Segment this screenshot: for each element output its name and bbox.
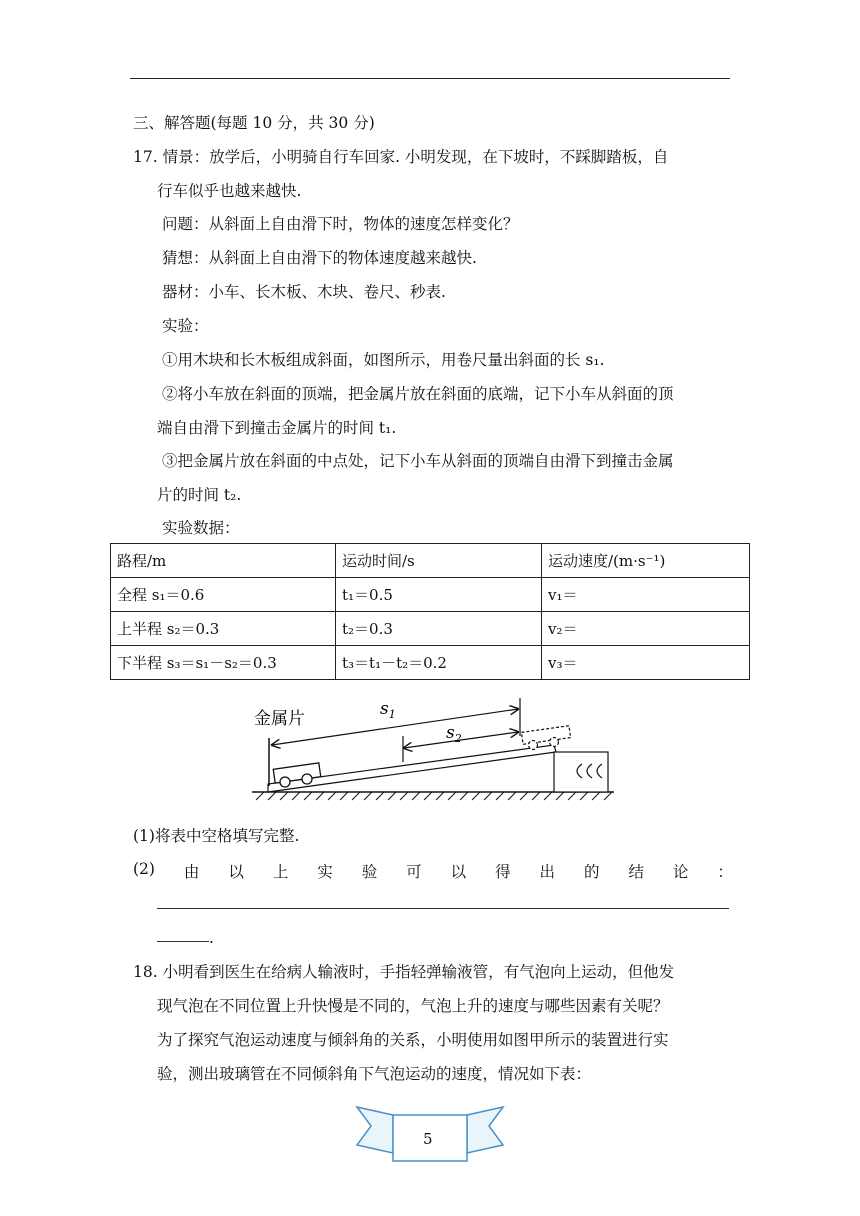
sub2-char: 上 bbox=[272, 863, 289, 881]
sub2-char: 实 bbox=[317, 863, 333, 881]
s2-label: $s_2$ bbox=[446, 723, 462, 745]
q18-line4: 验，测出玻璃管在不同倾斜角下气泡运动的速度，情况如下表： bbox=[157, 1065, 592, 1083]
section-title: 三、解答题(每题 10 分，共 30 分) bbox=[133, 114, 375, 132]
sub2-char: (2) bbox=[133, 860, 155, 878]
data-table bbox=[110, 543, 750, 680]
q17-step1: ①用木块和长木板组成斜面，如图所示，用卷尺量出斜面的长 s₁. bbox=[162, 351, 605, 369]
sub2-char: 以 bbox=[450, 863, 467, 881]
header-rule bbox=[130, 78, 730, 79]
sub2-char: ： bbox=[717, 863, 733, 881]
q17-step2b: 端自由滑下到撞击金属片的时间 t₁. bbox=[157, 419, 397, 437]
table-row bbox=[111, 646, 750, 680]
answer-end-period: . bbox=[209, 929, 214, 947]
table-header-row bbox=[111, 544, 750, 578]
table-cell: 上半程 s₂＝0.3 bbox=[111, 612, 336, 646]
table-header: 运动速度/(m·s⁻¹) bbox=[542, 544, 750, 578]
answer-blank-line[interactable] bbox=[157, 908, 729, 909]
sub2-char: 出 bbox=[539, 863, 556, 881]
table-cell: 全程 s₁＝0.6 bbox=[111, 578, 336, 612]
q17-experiment-label: 实验： bbox=[162, 317, 209, 335]
q17-step2a: ②将小车放在斜面的顶端，把金属片放在斜面的底端，记下小车从斜面的顶 bbox=[162, 385, 674, 403]
sub2-char: 可 bbox=[406, 863, 422, 881]
table-cell: t₂＝0.3 bbox=[336, 612, 542, 646]
q18-line2: 现气泡在不同位置上升快慢是不同的，气泡上升的速度与哪些因素有关呢？ bbox=[157, 997, 669, 1015]
sub2-char: 得 bbox=[495, 863, 511, 881]
table-cell: t₁＝0.5 bbox=[336, 578, 542, 612]
q17-step3b: 片的时间 t₂. bbox=[157, 486, 242, 504]
wooden-block bbox=[554, 752, 608, 792]
table-row bbox=[111, 612, 750, 646]
answer-blank-line-short[interactable] bbox=[157, 941, 209, 942]
table-cell: t₃＝t₁－t₂＝0.2 bbox=[336, 646, 542, 680]
table-row bbox=[111, 578, 750, 612]
sub2-char: 以 bbox=[228, 863, 244, 881]
ground-hatching bbox=[256, 792, 612, 800]
q17-equipment: 器材：小车、长木板、木块、卷尺、秒表. bbox=[162, 283, 446, 301]
sub2-char: 的 bbox=[583, 863, 600, 881]
q18-line3: 为了探究气泡运动速度与倾斜角的关系，小明使用如图甲所示的装置进行实 bbox=[157, 1031, 669, 1049]
table-cell: v₂＝ bbox=[542, 612, 750, 646]
q17-data-label: 实验数据： bbox=[162, 519, 240, 537]
incline-diagram bbox=[248, 696, 618, 806]
table-header: 运动时间/s bbox=[336, 544, 542, 578]
q17-step3a: ③把金属片放在斜面的中点处，记下小车从斜面的顶端自由滑下到撞击金属 bbox=[162, 452, 674, 470]
q17-line2: 行车似乎也越来越快. bbox=[157, 182, 302, 200]
page-number: 5 bbox=[423, 1130, 433, 1148]
table-cell: v₃＝ bbox=[542, 646, 750, 680]
q18-line1: 18. 小明看到医生在给病人输液时，手指轻弹输液管，有气泡向上运动，但他发 bbox=[133, 963, 675, 981]
metal-sheet-label: 金属片 bbox=[254, 709, 305, 729]
q17-guess: 猜想：从斜面上自由滑下的物体速度越来越快. bbox=[162, 249, 477, 267]
table-cell: 下半程 s₃＝s₁－s₂＝0.3 bbox=[111, 646, 336, 680]
q17-sub2 bbox=[133, 860, 733, 882]
sub2-char: 结 bbox=[628, 863, 644, 881]
q17-question: 问题：从斜面上自由滑下时，物体的速度怎样变化？ bbox=[162, 215, 519, 233]
q17-line1: 17. 情景：放学后，小明骑自行车回家. 小明发现，在下坡时，不踩脚踏板，自 bbox=[133, 148, 669, 166]
s1-label: $s_1$ bbox=[380, 699, 396, 721]
cart-wheel bbox=[302, 774, 312, 784]
sub2-char: 验 bbox=[361, 863, 378, 881]
cart-wheel bbox=[280, 777, 290, 787]
table-header: 路程/m bbox=[111, 544, 336, 578]
sub2-char: 论 bbox=[672, 863, 689, 881]
q17-sub1: (1)将表中空格填写完整. bbox=[133, 827, 300, 845]
table-cell: v₁＝ bbox=[542, 578, 750, 612]
sub2-char: 由 bbox=[183, 863, 200, 881]
